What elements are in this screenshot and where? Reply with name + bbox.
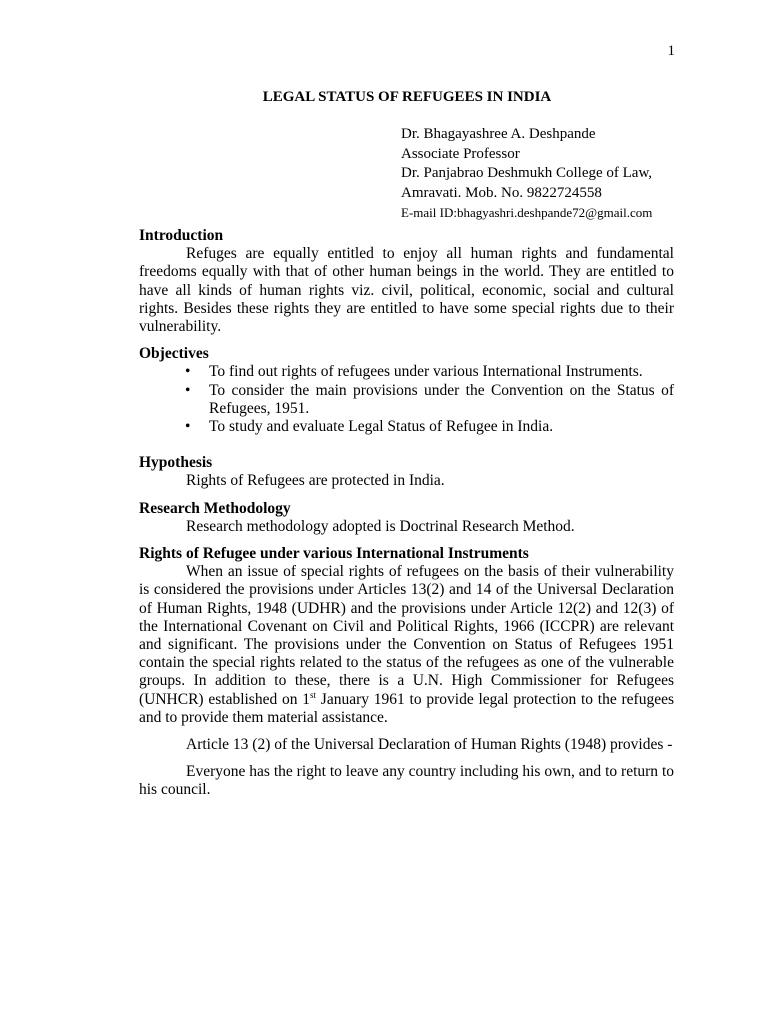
page-number: 1 [667,43,675,59]
methodology-heading: Research Methodology [139,499,291,517]
objectives-list [139,363,674,436]
objectives-heading: Objectives [139,345,209,363]
author-name: Dr. Bhagayashree A. Deshpande [401,126,596,142]
rights-paragraph [139,563,674,727]
author-position: Associate Professor [401,145,520,162]
bullet-icon: • [185,363,191,381]
rights-text-part: January 1961 to provide legal protection to the refugees and to provide them material assistance. [139,690,675,726]
objective-text: To study and evaluate Legal Status of Refugee in India. [209,418,554,436]
author-email: E-mail ID:bhagyashri.deshpande72@gmail.com [401,205,653,220]
document-body [139,227,674,800]
bullet-icon: • [185,418,191,436]
introduction-heading: Introduction [139,227,224,244]
bullet-icon: • [185,381,191,399]
introduction-text: Refuges are equally entitled to enjoy all human rights and fundamental freedoms equally with that of other human beings in the world. They are entitled to have all kinds of human rights viz. civil, political, economic, social and cultural rights. Besides these rights they are entitled to have some special rights due to their vulnerability. [139,245,674,336]
list-item [139,363,674,381]
rights-text-part: When an issue of special rights of refugees on the basis of their vulnerability is considered the provisions under Articles 13(2) and 14 of the Universal Declaration of Human Rights, 1948 (UDHR) and the provisions under Article 12(2) and 12(3) of the International Covenant on Civil and Political Rights, 1966 (ICCPR) are relevant and significant. The provisions under the Convention on Status of Refugees 1951 contain the special rights related to the status of the refugees as one of the vulnerable groups. In addition to these, there is a U.N. High Commissioner for Refugees (UNHCR) established on 1 [139,563,674,708]
author-block [401,125,652,223]
document-title: LEGAL STATUS OF REFUGEES IN INDIA [262,89,552,105]
list-item [139,418,674,436]
author-location-phone: Amravati. Mob. No. 9822724558 [401,184,602,201]
hypothesis-text: Rights of Refugees are protected in India. [186,472,445,490]
quote-paragraph: Everyone has the right to leave any country including his own, and to return to his council. [139,763,674,799]
ordinal-suffix: st [310,689,317,700]
rights-heading: Rights of Refugee under various International Instruments [139,545,529,563]
hypothesis-heading: Hypothesis [139,454,213,472]
article-paragraph: Article 13 (2) of the Universal Declaration of Human Rights (1948) provides - [186,736,673,754]
list-item [139,382,674,418]
methodology-text: Research methodology adopted is Doctrinal Research Method. [186,517,575,535]
author-college: Dr. Panjabrao Deshmukh College of Law, [401,165,653,181]
objective-text: To consider the main provisions under the Convention on the Status of Refugees, 1951. [209,381,674,417]
objective-text: To find out rights of refugees under various International Instruments. [209,363,643,381]
